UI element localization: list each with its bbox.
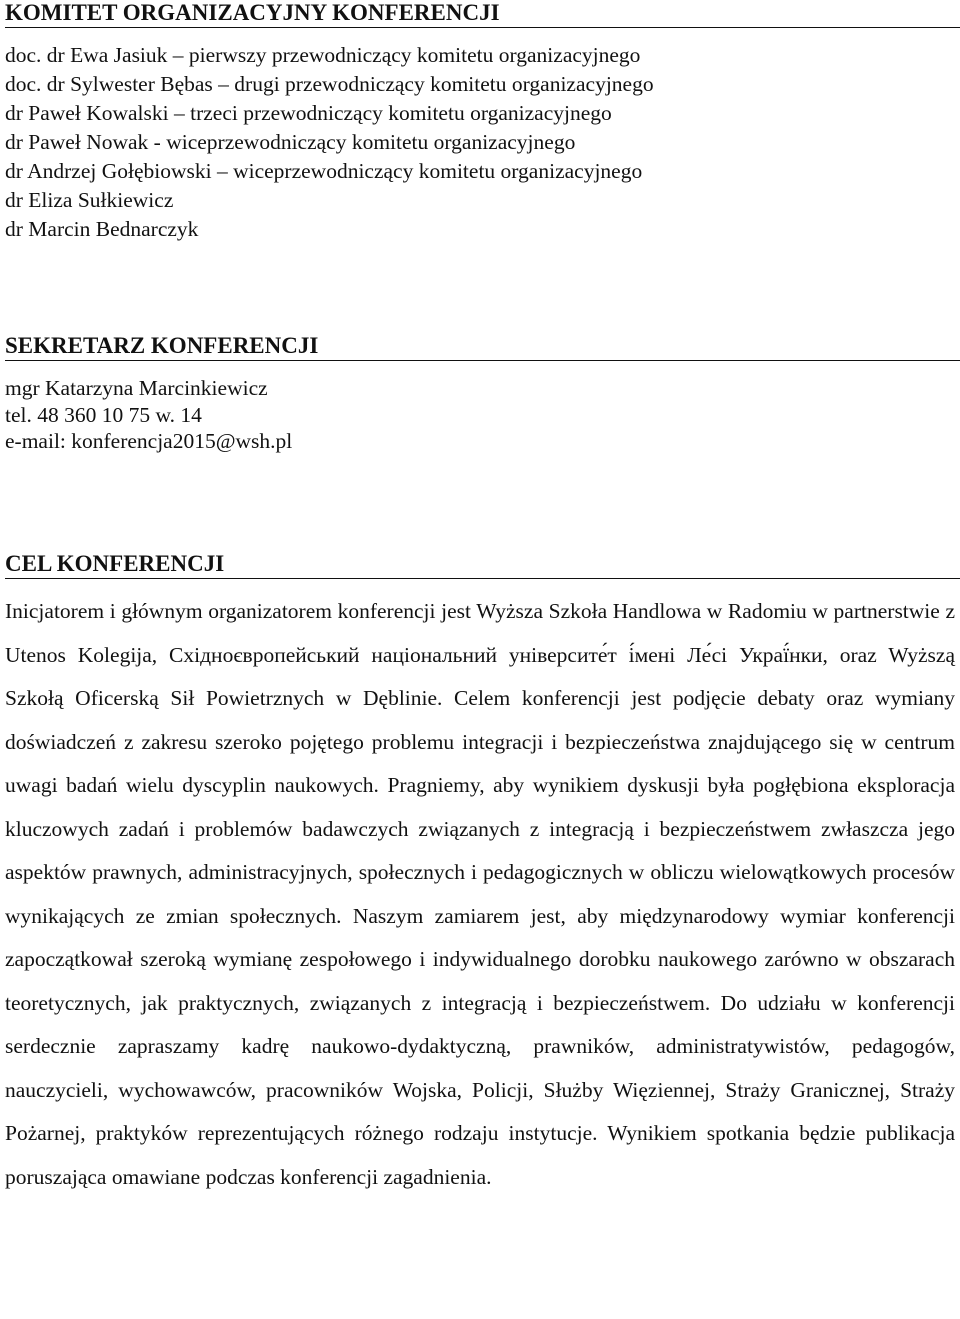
- secretary-email: e-mail: konferencja2015@wsh.pl: [5, 429, 293, 453]
- goal-heading-rule: [5, 578, 960, 579]
- goal-heading: CEL KONFERENCJI: [5, 551, 225, 576]
- committee-heading: KOMITET ORGANIZACYJNY KONFERENCJI: [5, 0, 500, 25]
- secretary-contact: [5, 375, 292, 455]
- secretary-phone: tel. 48 360 10 75 w. 14: [5, 402, 202, 427]
- goal-paragraph: Inicjatorem i głównym organizatorem konferencji jest Wyższa Szkoła Handlowa w Radomiu w partnerstwie z Utenos Kolegija, Східноєвропейський національний університе́т і́мені Ле́сі Украї́нки, oraz Wyższą Szkołą Oficerską Sił Powietrznych w Dęblinie. Celem konferencji jest podjęcie debaty oraz wymiany doświadczeń z zakresu szeroko pojętego problemu integracji i bezpieczeństwa znajdującego się w centrum uwagi badań wielu dyscyplin naukowych. Pragniemy, aby wynikiem dyskusji była pogłębiona eksploracja kluczowych zadań i problemów badawczych związanych z integracją i bezpieczeństwem zwłaszcza jego aspektów prawnych, administracyjnych, społecznych i pedagogicznych w obliczu wielowątkowych procesów wynikających ze zmian społecznych. Naszym zamiarem jest, aby międzynarodowy wymiar konferencji zapoczątkował szeroką wymianę zespołowego i indywidualnego dorobku naukowego zarówno w obszarach teoretycznych, jak praktycznych, związanych z integracją i bezpieczeństwem. Do udziału w konferencji serdecznie zapraszamy kadrę naukowo-dydaktyczną, prawników, administratywistów, pedagogów, nauczycieli, wychowawców, pracowników Wojska, Policji, Służby Więziennej, Straży Granicznej, Straży Pożarnej, praktyków reprezentujących różnego rodzaju instytucje. Wynikiem spotkania będzie publikacja poruszająca omawiane podczas konferencji zagadnienia.: [5, 599, 955, 1189]
- committee-member: dr Paweł Nowak - wiceprzewodniczący komitetu organizacyjnego: [5, 130, 576, 154]
- committee-member: dr Eliza Sułkiewicz: [5, 188, 174, 212]
- secretary-heading: SEKRETARZ KONFERENCJI: [5, 333, 319, 358]
- committee-member: dr Andrzej Gołębiowski – wiceprzewodniczący komitetu organizacyjnego: [5, 159, 643, 183]
- committee-members-list: [5, 41, 654, 244]
- committee-member: dr Paweł Kowalski – trzeci przewodniczący komitetu organizacyjnego: [5, 101, 612, 125]
- secretary-name: mgr Katarzyna Marcinkiewicz: [5, 376, 268, 400]
- committee-member: dr Marcin Bednarczyk: [5, 217, 199, 241]
- committee-heading-rule: [5, 27, 960, 28]
- committee-member: doc. dr Sylwester Bębas – drugi przewodniczący komitetu organizacyjnego: [5, 72, 654, 96]
- secretary-heading-rule: [5, 360, 960, 361]
- committee-member: doc. dr Ewa Jasiuk – pierwszy przewodniczący komitetu organizacyjnego: [5, 43, 641, 67]
